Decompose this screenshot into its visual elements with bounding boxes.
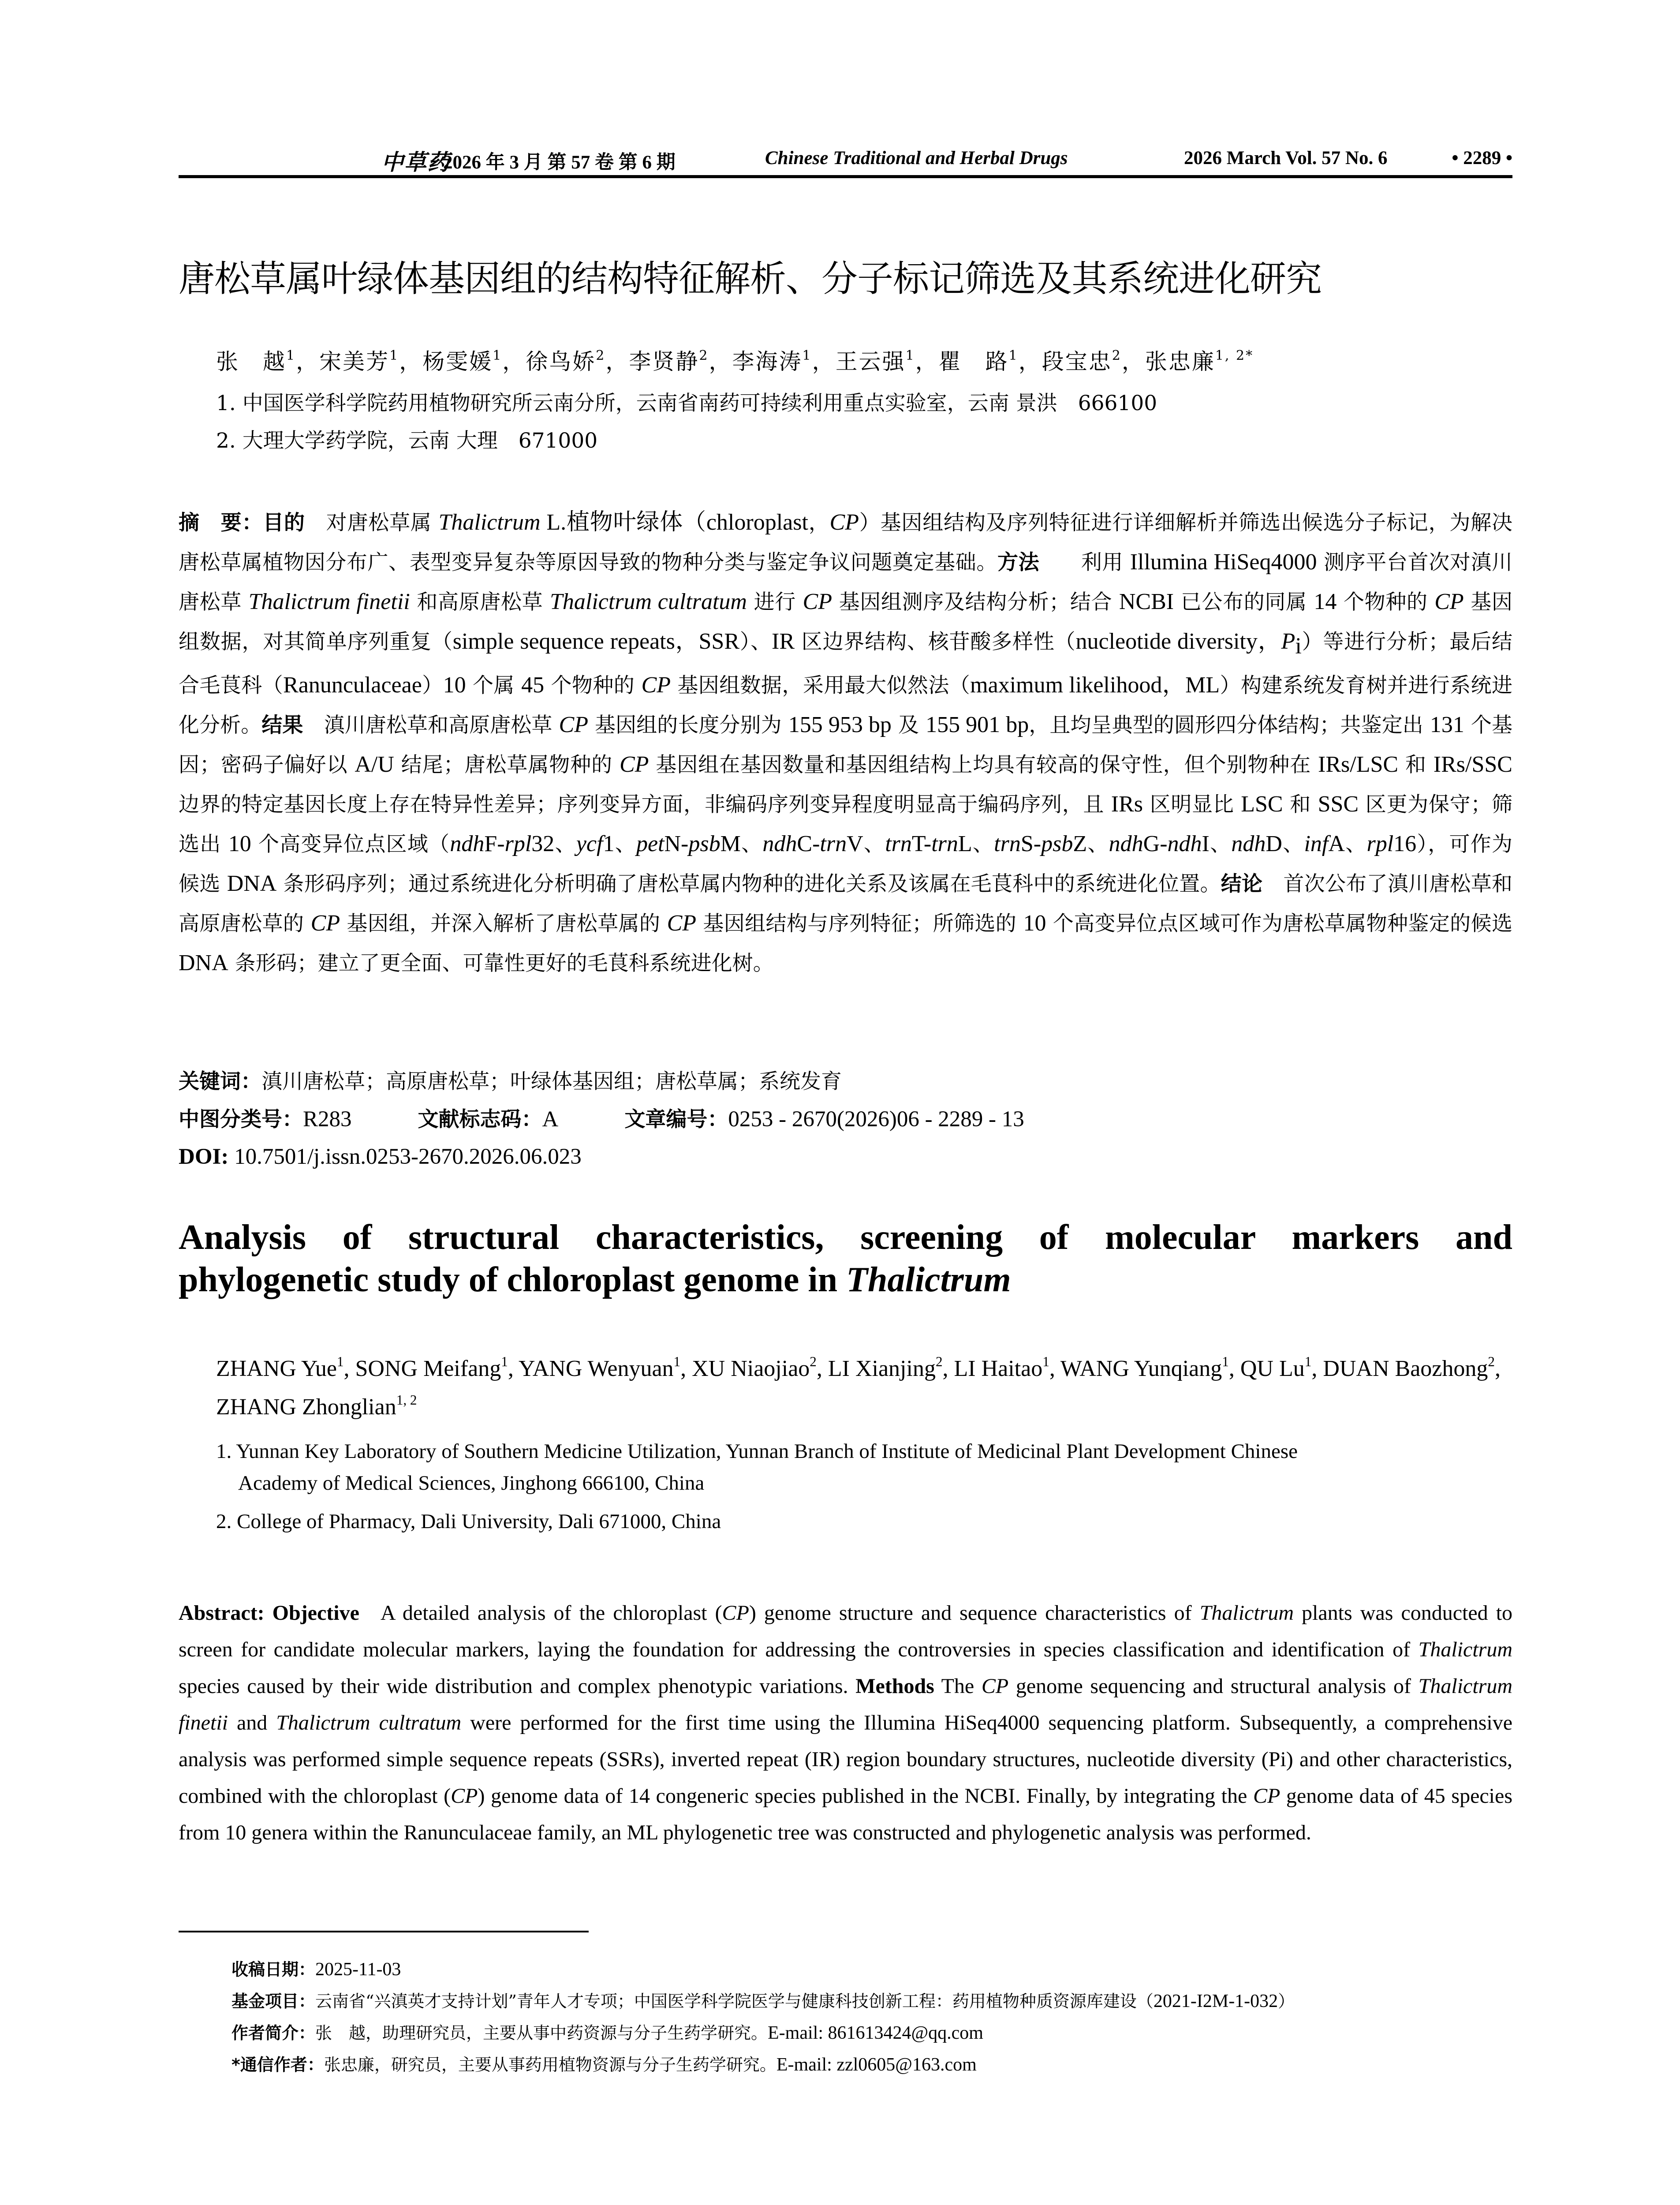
species-name: Thalictrum finetii <box>248 589 410 614</box>
keywords-cn <box>179 1066 842 1097</box>
abstract-text: ） <box>422 673 443 698</box>
abstract-text: 基因组数据，采用最大似然法（ <box>671 673 971 698</box>
abstract-text: 利用 <box>1081 550 1130 575</box>
author-bio-value: 张 越，助理研究员，主要从事中药资源与分子生药学研究。 <box>315 2023 768 2043</box>
keywords-label: 关键词： <box>179 1069 261 1094</box>
marker-region: trnS-psbZ <box>994 831 1087 857</box>
author-cn: 王云强$^1$ <box>835 348 915 374</box>
affiliation-marker: 1 <box>673 1354 681 1370</box>
species-name: Thalictrum cultratum <box>549 589 747 614</box>
abstract-text: 和 <box>1398 753 1434 777</box>
footnotes <box>231 1954 1295 2081</box>
author-cn: 瞿 路$^1$ <box>938 348 1019 374</box>
article-title-en <box>179 1216 1512 1301</box>
abstract-text: 和高原唐松草 <box>410 590 550 614</box>
genus-name: Thalictrum <box>438 510 541 535</box>
author-cn: 张忠廉$^{1, 2*}$ <box>1145 348 1254 374</box>
abstract-text: ）基因组结构及序列特征进行详细解析并筛选出候选分子标记，为解决唐松草属植物因分布广、表型变异复杂等原因导致的物种分类与鉴定争议问题奠定基础。 <box>179 511 1513 575</box>
author-cn: 张 越$^1$ <box>216 348 296 374</box>
keywords-value: 滇川唐松草；高原唐松草；叶绿体基因组；唐松草属；系统发育 <box>261 1069 842 1094</box>
author-list-cn: 张 越$^1$，宋美芳$^1$，杨雯媛$^1$，徐鸟娇$^2$，李贤静$^2$，李海涛$^1$，王云强$^1$，瞿 路$^1$，段宝忠$^2$，张忠廉$^{1, 2*}$ <box>216 348 1254 374</box>
title-en-line-1: Analysis of structural characteristics, screening of molecular markers and <box>179 1218 1512 1257</box>
genus-name: Thalictrum <box>1418 1638 1512 1661</box>
affiliation-cn-1: 1. 中国医学科学院药用植物研究所云南分所，云南省南药可持续利用重点实验室，云南 景洪 666100 <box>216 391 1157 415</box>
abstract-text: 区边界结构、核苷酸多样性（ <box>795 630 1076 654</box>
affiliation-marker: 1 <box>802 348 812 363</box>
abstract-text: nucleotide diversity， <box>1075 629 1281 654</box>
abstract-text: IRs/LSC <box>1318 752 1399 777</box>
funding-label: 基金项目： <box>231 1992 316 2011</box>
cp-abbrev: CP <box>559 712 588 738</box>
affiliation-en-1-line-2: Academy of Medical Sciences, Jinghong 666100, China <box>238 1472 705 1495</box>
affiliation-marker: 1 <box>501 1354 508 1370</box>
abstract-label-cn: 摘 要： <box>179 511 263 535</box>
affiliation-marker: 2 <box>935 1354 943 1370</box>
title-en-text: phylogenetic study of chloroplast genome in <box>179 1260 847 1299</box>
running-header <box>179 145 1512 176</box>
abstract-text: 和 <box>1283 792 1318 817</box>
abstract-text: simple sequence repeats，SSR <box>452 629 740 654</box>
author-list-en: ZHANG Yue$^1$, SONG Meifang$^1$, YANG Wenyuan$^1$, XU Niaojiao$^2$, LI Xianjing$^2$, LI Haitao$^1$, WANG Yunqiang$^1$, QU Lu$^1$, DUAN Baozhong$^2$, ZHANG Zhonglian$^{1, 2}$ <box>216 1354 1501 1420</box>
affiliation-marker: 1 <box>905 348 915 363</box>
abstract-text: DNA <box>227 871 277 897</box>
abstract-text: 45 <box>521 673 545 698</box>
genome-length: 155 901 bp <box>926 712 1029 738</box>
marker-list: ndhF-rpl32、ycf1、petN-psbM、ndhC-trnV、trnT-trnL、trnS-psbZ、ndhG-ndhI、ndhD、infA、rpl16 <box>450 831 1417 857</box>
affiliation-marker: 1, 2* <box>1215 348 1254 363</box>
author-cn: 段宝忠$^2$ <box>1042 348 1122 374</box>
abstract-text: IR <box>772 629 795 654</box>
cp-abbrev: CP <box>981 1674 1009 1698</box>
abstract-text: 对唐松草属 <box>325 511 439 535</box>
affiliation-marker: 1 <box>1304 1354 1312 1370</box>
cp-abbrev: CP <box>619 752 649 777</box>
corresponding-value: 张忠廉，研究员，主要从事药用植物资源与分子生药学研究。 <box>324 2055 777 2074</box>
abstract-text: ，且均呈典型的圆形四分体结构；共鉴定出 <box>1029 713 1430 738</box>
abstract-text: A/U <box>355 752 394 777</box>
cp-abbrev: CP <box>829 510 859 535</box>
abstract-text: 测序平台首次对滇川唐松草 <box>179 550 1512 614</box>
abstract-en <box>179 1595 1512 1851</box>
doc-code-label: 文献标志码： <box>418 1107 542 1132</box>
abstract-text: 个物种的 <box>544 673 642 698</box>
received-value: 2025-11-03 <box>315 1959 401 1980</box>
abstract-text: chloroplast <box>706 510 808 535</box>
author-email[interactable]: E-mail: 861613424@qq.com <box>768 2023 983 2043</box>
abstract-text: 条形码序列；通过系统进化分析明确了唐松草属内物种的进化关系及该属在毛茛科中的系统进化位置。 <box>276 872 1221 897</box>
cp-abbrev: CP <box>667 911 697 936</box>
affiliation-marker: 1 <box>1008 348 1019 363</box>
classification-line <box>179 1104 1024 1135</box>
affiliation-marker: 2 <box>810 1354 817 1370</box>
author-en: QU Lu$^1$ <box>1240 1354 1312 1381</box>
clc-label: 中图分类号： <box>179 1107 303 1132</box>
author-bio <box>231 2017 1295 2049</box>
article-title-cn: 唐松草属叶绿体基因组的结构特征解析、分子标记筛选及其系统进化研究 <box>179 258 1322 300</box>
affiliation-marker: 1 <box>1042 1354 1049 1370</box>
abstract-text: ），可作为候选 <box>179 832 1512 897</box>
abstract-text: 已公布的同属 <box>1174 590 1314 614</box>
funding <box>231 1985 1295 2017</box>
abstract-text: 10 <box>228 831 251 857</box>
author-en: LI Xianjing$^2$ <box>828 1354 943 1381</box>
abstract-text: 基因组测序及结构分析；结合 <box>832 590 1119 614</box>
abstract-text: LSC <box>1241 792 1283 817</box>
author-cn: 宋美芳$^1$ <box>319 348 399 374</box>
abstract-text: 10 <box>443 673 466 698</box>
pi-symbol: P <box>1281 629 1295 654</box>
abstract-text: species caused by their wide distribution and complex phenotypic variations. <box>179 1674 856 1698</box>
abstract-text: ) genome data of 14 congeneric species published in the NCBI. Finally, by integrating the <box>478 1784 1253 1808</box>
funding-code: 2021-I2M-1-032 <box>1153 1991 1278 2011</box>
author-cn: 杨雯媛$^1$ <box>422 348 503 374</box>
abstract-text: 首次公布了滇川唐松草和高原唐松草的 <box>179 872 1512 936</box>
objective-label-cn: 目的 <box>263 511 305 535</box>
cp-abbrev: CP <box>803 589 832 614</box>
journal-name-en: Chinese Traditional and Herbal Drugs <box>765 148 1068 168</box>
doi-label: DOI: <box>179 1144 229 1169</box>
author-en: WANG Yunqiang$^1$ <box>1060 1354 1229 1381</box>
affiliation-marker: 2 <box>596 348 606 363</box>
affiliation-marker: 1 <box>336 1354 344 1370</box>
author-en: ZHANG Zhonglian$^{1, 2}$ <box>216 1392 417 1420</box>
affiliation-marker: 1 <box>1222 1354 1229 1370</box>
cp-abbrev: CP <box>451 1784 478 1808</box>
methods-label-en: Methods <box>855 1674 934 1698</box>
article-number-label: 文章编号： <box>624 1107 728 1132</box>
clc-value: R283 <box>303 1107 352 1132</box>
abstract-text: 个属 <box>466 673 522 698</box>
affiliation-marker: 1 <box>493 348 503 363</box>
marker-region: rpl16 <box>1366 831 1417 857</box>
author-cn: 徐鸟娇$^2$ <box>526 348 606 374</box>
funding-value: 云南省“兴滇英才支持计划”青年人才专项；中国医学科学院医学与健康科技创新工程：药用植物种质资源库建设（ <box>315 1992 1154 2011</box>
abstract-text: ）、 <box>739 630 772 654</box>
species-name: Thalictrum finetii <box>179 1674 1513 1734</box>
cp-abbrev: CP <box>1434 589 1464 614</box>
abstract-text: Ranunculaceae <box>283 673 422 698</box>
pi-subscript: i <box>1295 633 1302 659</box>
journal-name-cn: 中草药 <box>381 149 450 175</box>
gene-count: 131 <box>1430 712 1464 738</box>
received-label: 收稿日期： <box>231 1960 316 1979</box>
abstract-text: 滇川唐松草和高原唐松草 <box>324 713 559 738</box>
marker-region: petN-psbM <box>636 831 741 857</box>
abstract-text: Illumina HiSeq4000 <box>1130 549 1317 575</box>
author-en: SONG Meifang$^1$ <box>355 1354 508 1381</box>
abstract-text: maximum likelihood，ML <box>970 673 1220 698</box>
author-en: XU Niaojiao$^2$ <box>692 1354 817 1381</box>
article-number-value: 0253 - 2670(2026)06 - 2289 - 13 <box>728 1107 1024 1132</box>
issue-info-cn: 2026 年 3 月 第 57 卷 第 6 期 <box>443 152 676 173</box>
marker-region: ndhC-trnV <box>762 831 863 857</box>
abstract-text: ）等进行分析；最后结合毛茛科（ <box>179 630 1513 698</box>
abstract-text: 基因组数据，对其简单序列重复（ <box>179 590 1512 654</box>
abstract-label-en: Abstract: Objective <box>179 1601 359 1625</box>
affiliation-marker: 2 <box>699 348 709 363</box>
abstract-text: 14 <box>1314 589 1337 614</box>
abstract-text: 及 <box>891 713 926 738</box>
abstract-text: 区明显比 <box>1143 792 1241 817</box>
received-date <box>231 1954 1295 1985</box>
abstract-text: NCBI <box>1119 589 1174 614</box>
abstract-text: 条形码；建立了更全面、可靠性更好的毛茛科系统进化树。 <box>228 951 774 976</box>
genome-length: 155 953 bp <box>788 712 892 738</box>
abstract-text: 区更为保守；筛选出 <box>179 792 1513 857</box>
funding-value: ） <box>1278 1992 1295 2011</box>
issue-info-en: 2026 March Vol. 57 No. 6 <box>1184 148 1388 168</box>
author-en: ZHANG Yue$^1$ <box>216 1354 344 1381</box>
abstract-text: ) genome structure and sequence characteristics of <box>749 1601 1200 1625</box>
abstract-text: 结尾；唐松草属物种的 <box>394 753 620 777</box>
corresponding-label: *通信作者： <box>231 2055 324 2074</box>
abstract-text: IRs <box>1111 792 1143 817</box>
marker-region: ndhD <box>1231 831 1282 857</box>
genus-name: Thalictrum <box>1199 1601 1294 1625</box>
cp-abbrev: CP <box>310 911 340 936</box>
author-en: DUAN Baozhong$^2$ <box>1323 1354 1495 1381</box>
abstract-text: ， <box>808 511 830 535</box>
abstract-text: 基因组在基因数量和基因组结构上均具有较高的保守性，但个别物种在 <box>649 753 1318 777</box>
marker-region: infA <box>1304 831 1345 857</box>
doi-link[interactable]: 10.7501/j.issn.0253-2670.2026.06.023 <box>234 1144 582 1169</box>
title-en-line-2 <box>179 1259 1512 1301</box>
marker-region: ycf1 <box>576 831 615 857</box>
affiliation-marker: 1 <box>286 348 296 363</box>
abstract-text: SSC <box>1318 792 1359 817</box>
author-en: LI Haitao$^1$ <box>954 1354 1049 1381</box>
abstract-text: 个基因；密码子偏好以 <box>179 713 1512 777</box>
author-cn: 李贤静$^2$ <box>629 348 709 374</box>
abstract-text: 基因组，并深入解析了唐松草属的 <box>340 912 667 936</box>
header-rule <box>179 175 1512 178</box>
marker-region: trnT-trnL <box>885 831 972 857</box>
affiliation-marker: 2 <box>1488 1354 1495 1370</box>
results-label-cn: 结果 <box>261 713 303 738</box>
cp-abbrev: CP <box>1253 1784 1281 1808</box>
abstract-text: plants was conducted to screen for candidate molecular markers, laying the foundation for addressing the controversies in species classification and identification of <box>179 1601 1513 1661</box>
marker-region: ndhG-ndhI <box>1109 831 1210 857</box>
abstract-text: 个物种的 <box>1337 590 1435 614</box>
affiliation-cn-2: 2. 大理大学药学院，云南 大理 671000 <box>216 429 598 453</box>
author-cn: 李海涛$^1$ <box>732 348 812 374</box>
doc-code-value: A <box>542 1107 559 1132</box>
cp-abbrev: CP <box>722 1601 749 1625</box>
abstract-text: 基因组结构与序列特征；所筛选的 <box>696 912 1023 936</box>
affiliation-marker: 1 <box>389 348 399 363</box>
affiliation-en-1-line-1: 1. Yunnan Key Laboratory of Southern Medicine Utilization, Yunnan Branch of Institute of Medicinal Plant Development Chinese <box>216 1440 1298 1463</box>
abstract-text: 个高变异位点区域可作为唐松草属物种鉴定的候选 <box>1046 912 1512 936</box>
abstract-text: 基因组的长度分别为 <box>588 713 788 738</box>
abstract-text: were performed for the first time using the Illumina HiSeq4000 sequencing platform. Subsequently, a comprehensive analysis was performed simple sequence repeats (SSRs), inverted repeat (IR) region boundary structures, nucleotide diversity (Pi) and other characteristics, combined with the chloroplast ( <box>179 1711 1513 1808</box>
abstract-text: L.植物叶绿体（ <box>540 510 706 535</box>
abstract-text: The <box>934 1674 982 1698</box>
abstract-text: genome sequencing and structural analysis of <box>1008 1674 1419 1698</box>
author-bio-label: 作者简介： <box>231 2023 316 2043</box>
abstract-cn <box>179 503 1512 983</box>
affiliation-marker: 1, 2 <box>396 1392 417 1408</box>
cp-abbrev: CP <box>641 673 671 698</box>
conclusion-label-cn: 结论 <box>1221 872 1263 897</box>
species-name: Thalictrum cultratum <box>276 1711 462 1734</box>
abstract-text: IRs/SSC <box>1433 752 1512 777</box>
methods-label-cn: 方法 <box>997 550 1040 575</box>
doi-line <box>179 1141 582 1172</box>
abstract-text: genome data of 45 species from 10 genera within the Ranunculaceae family, an ML phylogenetic tree was constructed and phylogenetic analysis was performed. <box>179 1784 1512 1844</box>
corresponding-author <box>231 2049 1295 2081</box>
abstract-text: 进行 <box>747 590 803 614</box>
affiliation-en-1 <box>216 1435 1515 1499</box>
abstract-text: 边界的特定基因长度上存在特异性差异；序列变异方面，非编码序列变异程度明显高于编码序列，且 <box>179 792 1111 817</box>
abstract-text: and <box>228 1711 276 1734</box>
abstract-text: DNA <box>179 950 228 976</box>
corresponding-email[interactable]: E-mail: zzl0605@163.com <box>776 2055 977 2075</box>
footnote-rule <box>179 1931 589 1932</box>
genus-name: Thalictrum <box>846 1260 1011 1299</box>
affiliation-en-2: 2. College of Pharmacy, Dali University, Dali 671000, China <box>216 1510 721 1533</box>
author-en: YANG Wenyuan$^1$ <box>518 1354 681 1381</box>
abstract-text: A detailed analysis of the chloroplast ( <box>380 1601 722 1625</box>
affiliation-marker: 2 <box>1112 348 1122 363</box>
abstract-text: 个高变异位点区域（ <box>251 832 450 857</box>
marker-region: ndhF-rpl32 <box>450 831 555 857</box>
abstract-text: 10 <box>1023 911 1046 936</box>
abstract-text: ）构建系统发育树并进行系统进化分析。 <box>179 673 1512 738</box>
page-number: • 2289 • <box>1452 148 1512 168</box>
